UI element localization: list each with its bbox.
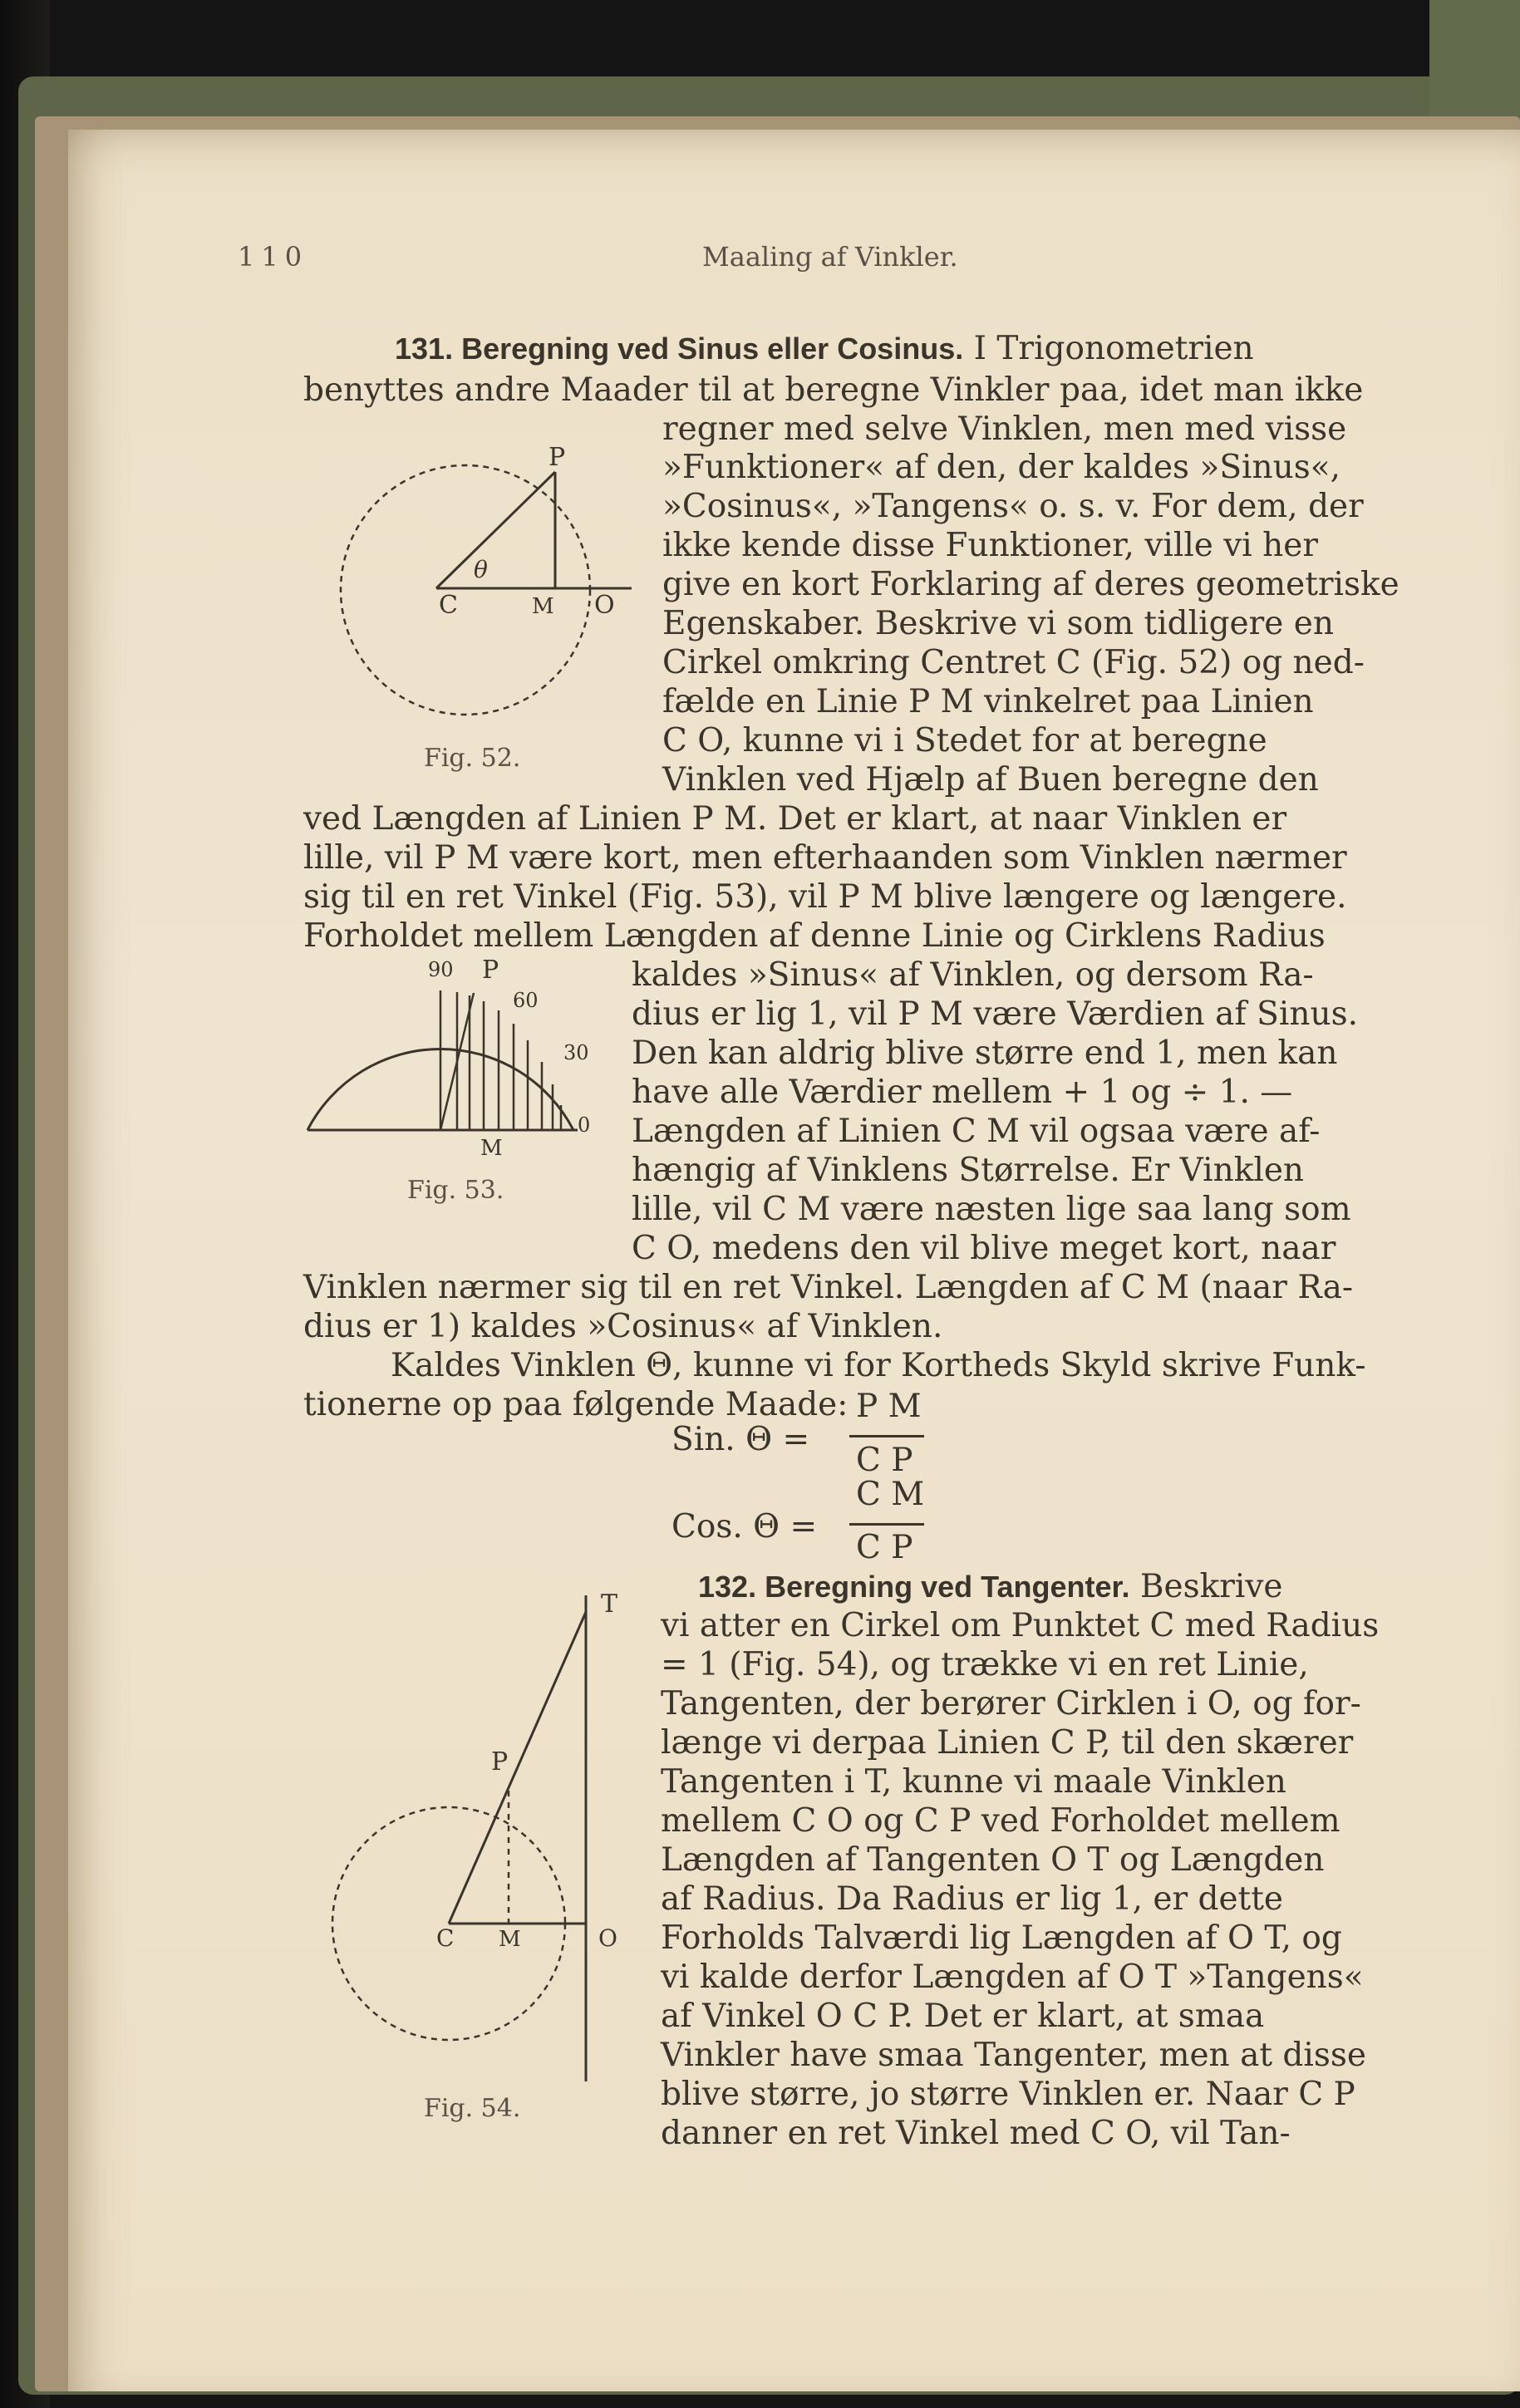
text-line: 131. Beregning ved Sinus eller Cosinus. I Trigonometrien [395,330,1254,367]
text-line: have alle Værdier mellem + 1 og ÷ 1. — [632,1074,1293,1111]
text-line: Forholdet mellem Længden af denne Linie og Cirklens Radius [303,917,1326,955]
text-line: »Cosinus«, »Tangens« o. s. v. For dem, der [662,488,1364,525]
fig52-label-m: M [532,594,554,619]
text-line: ikke kende disse Funktioner, ville vi her [662,527,1319,564]
fig54-label-p: P [491,1747,509,1777]
fig54-label-m: M [499,1927,521,1952]
fig53-label-m: M [480,1136,503,1161]
text-line: Cirkel omkring Centret C (Fig. 52) og ned- [662,644,1365,681]
text-line: tionerne op paa følgende Maade: [303,1386,849,1423]
text-line: hængig af Vinklens Størrelse. Er Vinklen [632,1152,1305,1189]
text-line: Længden af Linien C M vil ogsaa være af- [632,1113,1321,1150]
text-line: = 1 (Fig. 54), og trække vi en ret Linie, [661,1646,1309,1683]
fig54-line-ct [449,1612,586,1924]
sin-label: Sin. Θ = [671,1421,810,1458]
text-line: give en kort Forklaring af deres geometriske [662,566,1399,603]
sin-fraction-bar [849,1435,924,1437]
fig53-label-30: 30 [563,1041,589,1064]
text-line: dius er lig 1, vil P M være Værdien af Sinus. [632,995,1358,1033]
figure-53-diagram [299,956,598,1161]
text-line: blive større, jo større Vinklen er. Naar C P [661,2076,1355,2113]
text-line: C O, kunne vi i Stedet for at beregne [662,722,1267,759]
fig53-caption: Fig. 53. [407,1176,504,1205]
text-line: Vinklen nærmer sig til en ret Vinkel. Længden af C M (naar Ra- [303,1269,1354,1306]
text-line: ved Længden af Linien P M. Det er klart, at naar Vinklen er [303,800,1287,838]
running-title: Maaling af Vinkler. [702,241,958,273]
text-line: Tangenten, der berører Cirklen i O, og for- [661,1685,1361,1722]
text-line: 132. Beregning ved Tangenter. Beskrive [698,1568,1283,1605]
text-line: længe vi derpaa Linien C P, til den skærer [661,1724,1354,1762]
fig54-label-c: C [436,1924,455,1952]
text-line: af Radius. Da Radius er lig 1, er dette [661,1880,1283,1918]
text-line: dius er 1) kaldes »Cosinus« af Vinklen. [303,1308,943,1345]
text-line: vi atter en Cirkel om Punktet C med Radius [661,1607,1380,1644]
cos-denominator: C P [856,1529,913,1566]
page-number: 110 [238,241,309,273]
cos-numerator: C M [856,1476,925,1513]
text-line: Kaldes Vinklen Θ, kunne vi for Kortheds Skyld skrive Funk- [391,1347,1366,1384]
cos-fraction-bar [849,1523,924,1526]
fig53-label-60: 60 [513,989,539,1012]
sin-denominator: C P [856,1442,913,1479]
text-line: Vinkler have smaa Tangenter, men at disse [661,2037,1366,2074]
text-line: sig til en ret Vinkel (Fig. 53), vil P M blive længere og længere. [303,878,1347,916]
fig53-label-p: P [482,956,499,985]
text-line: C O, medens den vil blive meget kort, naar [632,1230,1336,1267]
text-line: kaldes »Sinus« af Vinklen, og dersom Ra- [632,956,1314,994]
text-line: lille, vil P M være kort, men efterhaanden som Vinklen nærmer [303,839,1347,877]
book-cover-corner [1429,0,1520,133]
text-line: vi kalde derfor Længden af O T »Tangens« [661,1958,1364,1996]
fig54-label-o: O [598,1924,617,1952]
figure-54-diagram [312,1590,627,2111]
fig53-label-o: 0 [578,1113,591,1137]
text-line: fælde en Linie P M vinkelret paa Linien [662,683,1314,720]
fig52-label-o: O [594,591,615,620]
text-line: Forholds Talværdi lig Længden af O T, og [661,1919,1342,1957]
cos-label: Cos. Θ = [671,1508,818,1546]
fig52-label-c: C [439,591,458,620]
text-line: regner med selve Vinklen, men med visse [662,410,1347,448]
text-line: mellem C O og C P ved Forholdet mellem [661,1802,1340,1840]
sin-numerator: P M [856,1388,922,1425]
text-line: Egenskaber. Beskrive vi som tidligere en [662,605,1334,642]
text-line: af Vinkel O C P. Det er klart, at smaa [661,1998,1265,2035]
figure-52-diagram [307,432,640,731]
text-line: Den kan aldrig blive større end 1, men kan [632,1034,1338,1072]
text-line: danner en ret Vinkel med C O, vil Tan- [661,2115,1291,2152]
fig54-caption: Fig. 54. [424,2094,521,2123]
fig53-label-90: 90 [428,958,454,981]
fig54-label-t: T [601,1590,618,1619]
text-line: benyttes andre Maader til at beregne Vinkler paa, idet man ikke [303,371,1364,409]
text-line: Vinklen ved Hjælp af Buen beregne den [662,761,1319,799]
fig52-line-cp [436,472,555,588]
fig52-label-theta: θ [474,556,488,583]
fig52-label-p: P [548,443,566,472]
text-line: »Funktioner« af den, der kaldes »Sinus«, [662,449,1341,486]
text-line: Længden af Tangenten O T og Længden [661,1841,1325,1879]
text-line: Tangenten i T, kunne vi maale Vinklen [661,1763,1286,1801]
fig52-circle [341,465,590,715]
text-line: lille, vil C M være næsten lige saa lang som [632,1191,1351,1228]
fig52-caption: Fig. 52. [424,744,521,773]
